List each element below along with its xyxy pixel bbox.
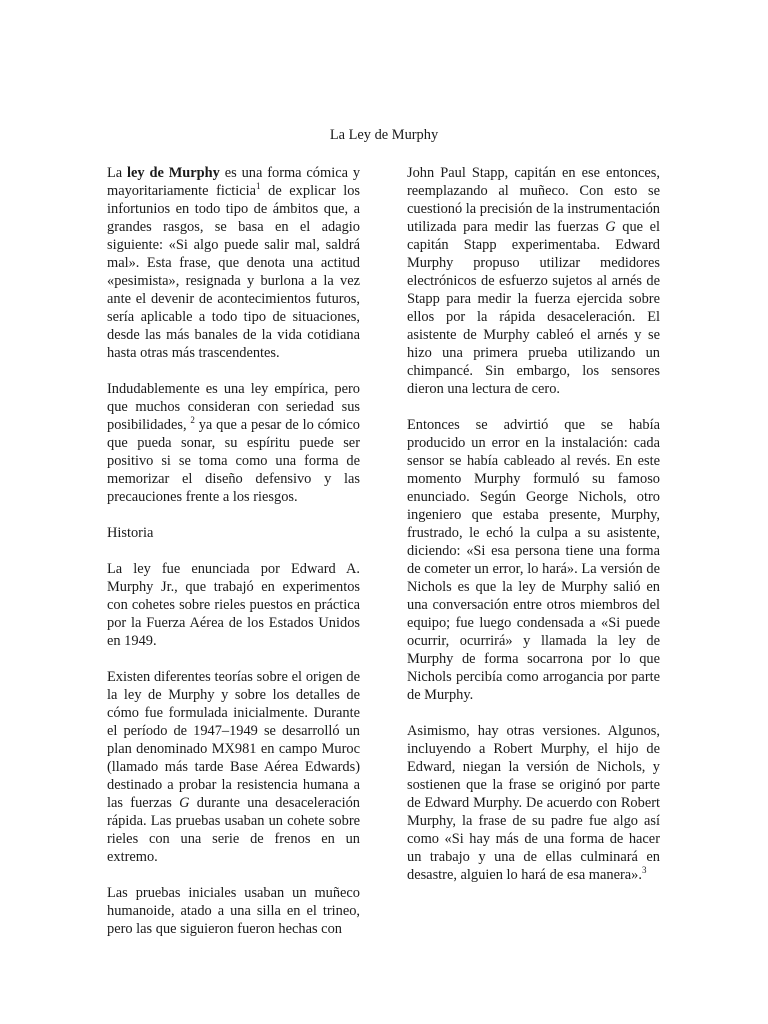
text-run: durante una desaceleración rápida. Las pruebas usaban un cohete sobre rieles con una serie de frenos en un extremo. [107, 795, 360, 865]
paragraph-error: Entonces se advirtió que se había producido un error en la instalación: cada sensor se había cableado al revés. En este momento Murphy formuló su famoso enunciado. Según George Nichols, otro ingeniero que estaba presente, Murphy, frustrado, le echó la culpa a su asistente, diciendo: «Si esa persona tiene una forma de cometer un error, lo hará». La versión de Nichols es que la ley de Murphy salió en una conversación entre otros miembros del equipo; fue luego condensada a «Si puede ocurrir, ocurrirá» y llamada la ley de Murphy de forma socarrona por lo que Nichols percibía como arrogancia por parte de Murphy. [407, 417, 660, 703]
text-run: John Paul Stapp, capitán en ese entonces, reemplazando al muñeco. Con esto se cuestionó la precisión de la instrumentación utilizada para medir las fuerzas [407, 165, 660, 235]
left-column [107, 164, 360, 956]
text-run: que el capitán Stapp experimentaba. Edward Murphy propuso utilizar medidores electrónicos de esfuerzo sujetos al arnés de Stapp para medir la fuerza ejercida sobre ellos por la rápida desaceleración. El asistente de Murphy cableó el arnés y se hizo una primera prueba utilizando un chimpancé. Sin embargo, los sensores dieron una lectura de cero. [407, 219, 661, 397]
footnote-ref-1[interactable]: 1 [256, 181, 261, 192]
text-run: Existen diferentes teorías sobre el origen de la ley de Murphy y sobre los detalles de cómo fue formulada inicialmente. Durante el período de 1947–1949 se desarrolló un plan denominado MX981 en campo Muroc (llamado más tarde Base Aérea Edwards) destinado a probar la resistencia humana a las fuerzas [107, 669, 360, 811]
paragraph-history-1: La ley fue enunciada por Edward A. Murphy Jr., que trabajó en experimentos con cohetes sobre rieles puestos en práctica por la Fuerza Aérea de los Estados Unidos en 1949. [107, 561, 360, 649]
text-run: es una forma cómica y mayoritariamente ficticia [107, 165, 361, 199]
right-column [407, 164, 660, 902]
paragraph-stapp [407, 164, 660, 398]
section-heading-history: Historia [107, 525, 154, 541]
text-run: La [107, 165, 128, 181]
paragraph-empirical [107, 380, 360, 506]
text-run: de explicar los infortunios en todo tipo de ámbitos que, a grandes rasgos, se basa en el adagio siguiente: «Si algo puede salir mal, saldrá mal». Esta frase, que denota una actitud «pesimista», resignada y burlona a la vez ante el devenir de acontecimientos futuros, sería aplicable a todo tipo de situaciones, desde las más banales de la vida cotidiana hasta otras más trascendentes. [107, 183, 361, 361]
text-run: ya que a pesar de lo cómico que pueda sonar, su espíritu puede ser positivo si se toma como una forma de memorizar el diseño defensivo y las precauciones frente a los riesgos. [107, 417, 360, 505]
italic-g: G [605, 219, 616, 235]
text-run: Indudablemente es una ley empírica, pero que muchos consideran con seriedad sus posibilidades, [107, 381, 360, 433]
footnote-ref-2[interactable]: 2 [190, 415, 195, 426]
paragraph-intro [107, 164, 360, 362]
paragraph-history-2 [107, 668, 360, 866]
paragraph-versions [407, 722, 660, 884]
paragraph-history-3: Las pruebas iniciales usaban un muñeco humanoide, atado a una silla en el trineo, pero las que siguieron fueron hechas con [107, 885, 360, 937]
footnote-ref-3[interactable]: 3 [641, 865, 647, 876]
italic-g: G [179, 795, 190, 811]
text-run: Asimismo, hay otras versiones. Algunos, incluyendo a Robert Murphy, el hijo de Edward, niegan la versión de Nichols, y sostienen que la frase se originó por parte de Edward Murphy. De acuerdo con Robert Murphy, la frase de su padre fue algo así como «Si hay más de una forma de hacer un trabajo y una de ellas culminará en desastre, alguien lo hará de esa manera». [407, 723, 660, 883]
bold-term: ley de Murphy [127, 165, 220, 181]
document-title: La Ley de Murphy [329, 127, 439, 143]
